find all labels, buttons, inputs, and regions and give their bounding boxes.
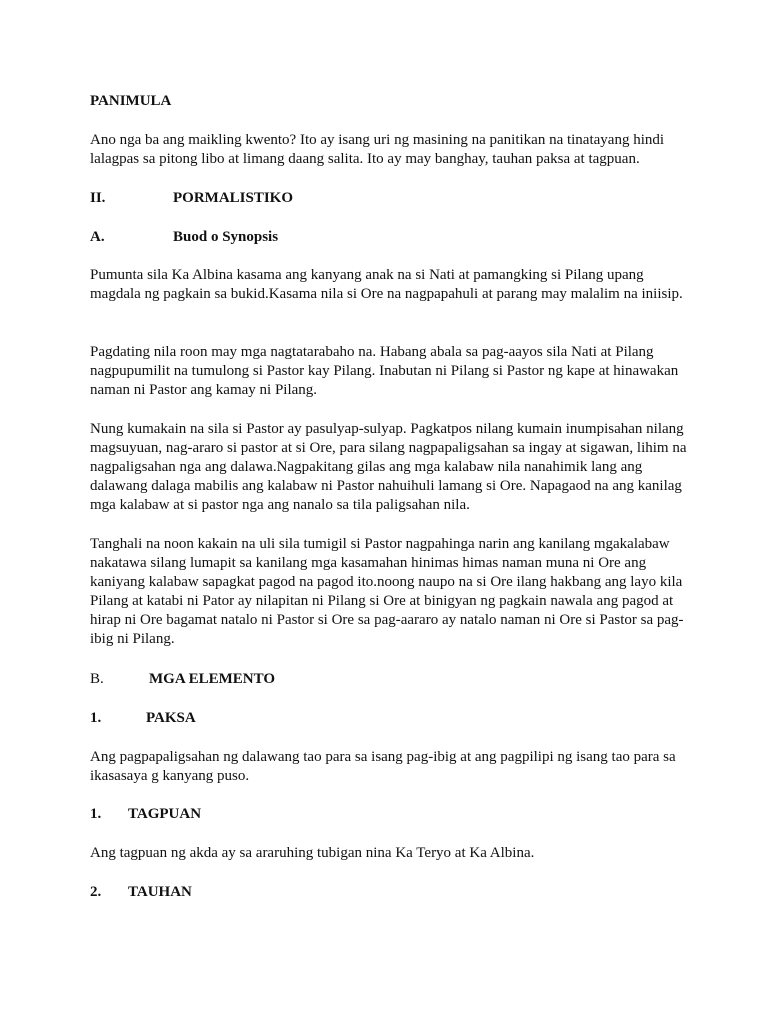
heading-title: TAUHAN xyxy=(128,884,192,900)
heading-number: 1. xyxy=(90,710,102,726)
heading-title: PORMALISTIKO xyxy=(173,190,294,206)
heading-number: 1. xyxy=(90,806,102,822)
heading-number: A. xyxy=(90,229,105,245)
synopsis-paragraph-4: Tanghali na noon kakain na uli sila tumigil si Pastor nagpahinga narin ang kanilang mgakalabaw nakatawa silang lumapit sa kanilang mga kasamahan hinimas himas naman muna ni Ore ang kaniyang kalabaw sapagkat pagod na pagod ito.noong naupo na si Ore ilang hakbang ang layo kila Pilang at katabi ni Pator ay nilapitan ni Pilang si Ore at binigyan ng pagkain nawala ang pagod at hirap ni Ore bagamat natalo ni Pastor si Ore sa pag-aararo ay natalo naman ni Ore si Pastor sa pag-ibig ni Pilang. xyxy=(90,536,684,647)
heading-buod xyxy=(90,228,690,247)
heading-paksa xyxy=(90,709,690,728)
intro-paragraph: Ano nga ba ang maikling kwento? Ito ay isang uri ng masining na panitikan na tinatayang hindi lalagpas sa pitong libo at limang daang salita. Ito ay may banghay, tauhan paksa at tagpuan. xyxy=(90,132,665,167)
paksa-paragraph: Ang pagpapaligsahan ng dalawang tao para sa isang pag-ibig at ang pagpilipi ng isang tao para sa ikasasaya g kanyang puso. xyxy=(90,749,676,784)
tagpuan-paragraph: Ang tagpuan ng akda ay sa araruhing tubigan nina Ka Teryo at Ka Albina. xyxy=(90,845,535,861)
heading-title: PAKSA xyxy=(146,710,196,726)
heading-pormalistiko xyxy=(90,189,690,208)
synopsis-paragraph-2: Pagdating nila roon may mga nagtatarabaho na. Habang abala sa pag-aayos sila Nati at Pilang nagpupumilit na tumulong si Pastor kay Pilang. Inabutan ni Pilang si Pastor ng kape at hinawakan naman ni Pastor ang kamay ni Pilang. xyxy=(90,344,679,398)
heading-tagpuan xyxy=(90,805,690,824)
heading-number: 2. xyxy=(90,884,102,900)
heading-panimula: PANIMULA xyxy=(90,93,172,109)
heading-tauhan xyxy=(90,883,690,902)
heading-title: TAGPUAN xyxy=(128,806,202,822)
heading-mga-elemento xyxy=(90,670,690,689)
synopsis-paragraph-3: Nung kumakain na sila si Pastor ay pasulyap-sulyap. Pagkatpos nilang kumain inumpisahan nilang magsuyuan, nag-araro si pastor at si Ore, para silang nagpapaligsahan sa ingay at sigawan, lihim na nagpaligsahan nga ang dalawa.Nagpakitang gilas ang mga kalabaw nila nanahimik lang ang dalawang dalaga mabilis ang kalabaw ni Pastor nahuihuli lamang si Ore. Napagaod na ang kanilag mga kalabaw at si pastor nga ang nanalo sa tila paligsahan nila. xyxy=(90,421,687,513)
heading-title: MGA ELEMENTO xyxy=(149,671,275,687)
synopsis-paragraph-1: Pumunta sila Ka Albina kasama ang kanyang anak na si Nati at pamangking si Pilang upang magdala ng pagkain sa bukid.Kasama nila si Ore na nagpapahuli at parang may malalim na iniisip. xyxy=(90,267,683,302)
heading-number: B. xyxy=(90,671,104,687)
heading-number: II. xyxy=(90,190,106,206)
heading-title: Buod o Synopsis xyxy=(173,229,279,245)
